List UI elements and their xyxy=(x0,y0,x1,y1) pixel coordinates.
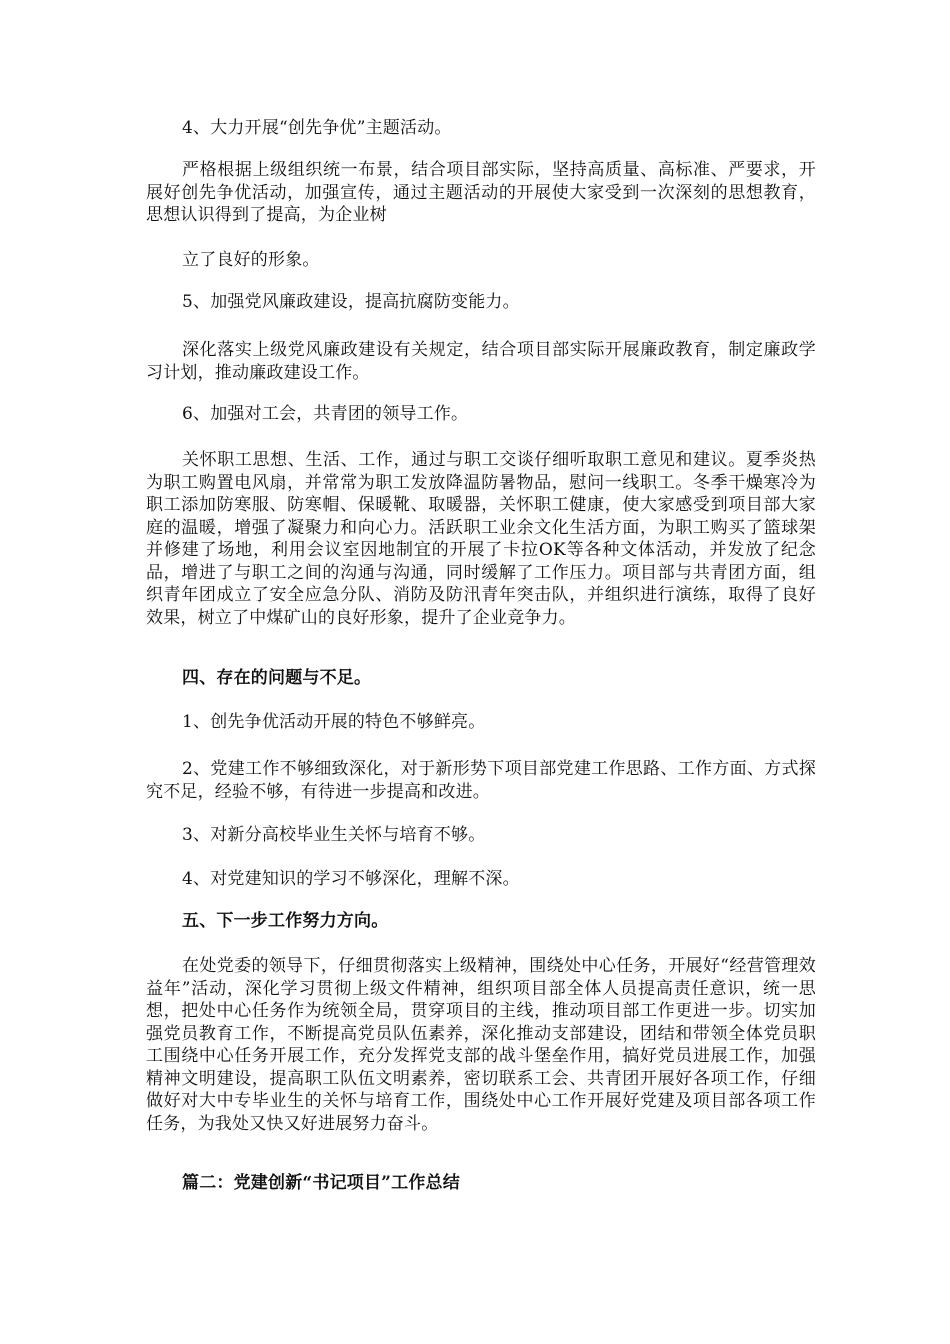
paragraph-item-4-heading: 4、大力开展“创先争优”主题活动。 xyxy=(182,118,452,138)
section-heading-part-2: 篇二：党建创新“书记项目”工作总结 xyxy=(182,1173,460,1193)
paragraph-chuangxian-continued: 立了良好的形象。 xyxy=(182,250,320,270)
paragraph-item-6-heading: 6、加强对工会，共青团的领导工作。 xyxy=(182,404,469,424)
paragraph-problem-2: 2、党建工作不够细致深化，对于新形势下项目部党建工作思路、工作方面、方式探究不足，经验不够，有待进一步提高和改进。 xyxy=(146,759,816,802)
paragraph-item-5-heading: 5、加强党风廉政建设，提高抗腐防变能力。 xyxy=(182,292,520,312)
section-heading-5: 五、下一步工作努力方向。 xyxy=(182,911,389,931)
paragraph-problem-1: 1、创先争优活动开展的特色不够鲜亮。 xyxy=(182,712,486,732)
paragraph-problem-3: 3、对新分高校毕业生关怀与培育不够。 xyxy=(182,825,486,845)
section-heading-4: 四、存在的问题与不足。 xyxy=(182,668,372,688)
paragraph-problem-4: 4、对党建知识的学习不够深化，理解不深。 xyxy=(182,869,520,889)
paragraph-gonghui-body: 关怀职工思想、生活、工作，通过与职工交谈仔细听取职工意见和建议。夏季炎热为职工购置电风扇，并常常为职工发放降温防暑物品，慰问一线职工。冬季干燥寒冷为职工添加防寒服、防寒帽、保暖靴、取暖器，关怀职工健康，使大家感受到项目部大家庭的温暖，增强了凝聚力和向心力。活跃职工业余文化生活方面，为职工购买了篮球架并修建了场地，利用会议室因地制宜的开展了卡拉OK等各种文体活动，并发放了纪念品，增进了与职工之间的沟通与沟通，同时缓解了工作压力。项目部与共青团方面，组织青年团成立了安全应急分队、消防及防汛青年突击队，并组织进行演练，取得了良好效果，树立了中煤矿山的良好形象，提升了企业竞争力。 xyxy=(146,450,816,628)
paragraph-lianzheng-body: 深化落实上级党风廉政建设有关规定，结合项目部实际开展廉政教育，制定廉政学习计划，推动廉政建设工作。 xyxy=(146,340,816,383)
paragraph-chuangxian-body: 严格根据上级组织统一布景，结合项目部实际，坚持高质量、高标准、严要求，开展好创先争优活动，加强宣传，通过主题活动的开展使大家受到一次深刻的思想教育，思想认识得到了提高，为企业树 xyxy=(146,160,816,225)
paragraph-next-steps-body: 在处党委的领导下，仔细贯彻落实上级精神，围绕处中心任务，开展好“经营管理效益年”活动，深化学习贯彻上级文件精神，组织项目部全体人员提高责任意识，统一思想，把处中心任务作为统领全局，贯穿项目的主线，推动项目部工作更进一步。切实加强党员教育工作，不断提高党员队伍素养，深化推动支部建设，团结和带领全体党员职工围绕中心任务开展工作，充分发挥党支部的战斗堡垒作用，搞好党员进展工作，加强精神文明建设，提高职工队伍文明素养，密切联系工会、共青团开展好各项工作，仔细做好对大中专毕业生的关怀与培育工作，围绕处中心工作开展好党建及项目部各项工作任务，为我处又快又好进展努力奋斗。 xyxy=(146,956,816,1134)
